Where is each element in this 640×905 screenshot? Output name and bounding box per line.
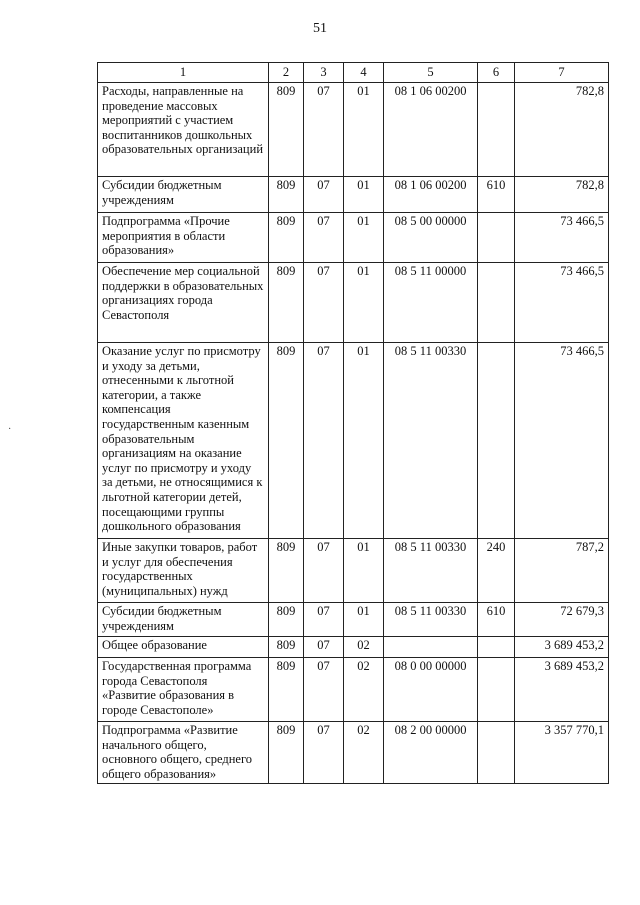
row-amount: 73 466,5	[515, 263, 609, 343]
row-name: Обеспечение мер социальной поддержки в образовательных организациях города Севастополя	[98, 263, 269, 343]
row-subsection: 01	[344, 177, 384, 213]
page-number: 51	[313, 21, 327, 36]
row-section: 07	[304, 658, 344, 722]
table-row	[98, 722, 609, 784]
row-target: 08 1 06 00200	[384, 83, 478, 177]
row-ministry: 809	[269, 177, 304, 213]
row-subsection: 01	[344, 263, 384, 343]
row-subsection: 02	[344, 722, 384, 784]
row-name: Субсидии бюджетным учреждениям	[98, 177, 269, 213]
header-col-4: 4	[344, 63, 384, 83]
row-ministry: 809	[269, 83, 304, 177]
table-row	[98, 83, 609, 177]
table-row	[98, 603, 609, 637]
row-amount: 782,8	[515, 83, 609, 177]
header-col-7: 7	[515, 63, 609, 83]
header-col-1: 1	[98, 63, 269, 83]
row-target: 08 1 06 00200	[384, 177, 478, 213]
row-target: 08 0 00 00000	[384, 658, 478, 722]
table-row	[98, 263, 609, 343]
row-amount: 3 357 770,1	[515, 722, 609, 784]
row-ministry: 809	[269, 658, 304, 722]
row-target: 08 5 11 00330	[384, 603, 478, 637]
row-section: 07	[304, 722, 344, 784]
row-expense-type	[478, 263, 515, 343]
row-ministry: 809	[269, 637, 304, 658]
row-expense-type: 240	[478, 539, 515, 603]
row-section: 07	[304, 343, 344, 539]
row-target: 08 5 11 00000	[384, 263, 478, 343]
row-subsection: 02	[344, 637, 384, 658]
row-name: Субсидии бюджетным учреждениям	[98, 603, 269, 637]
row-expense-type	[478, 637, 515, 658]
row-name: Подпрограмма «Развитие начального общего, основного общего, среднего общего образования»	[98, 722, 269, 784]
row-subsection: 01	[344, 343, 384, 539]
table-row	[98, 539, 609, 603]
row-expense-type: 610	[478, 177, 515, 213]
row-amount: 73 466,5	[515, 213, 609, 263]
row-subsection: 01	[344, 83, 384, 177]
row-ministry: 809	[269, 343, 304, 539]
row-name: Иные закупки товаров, работ и услуг для обеспечения государственных (муниципальных) нужд	[98, 539, 269, 603]
budget-table	[97, 62, 609, 784]
row-name: Подпрограмма «Прочие мероприятия в области образования»	[98, 213, 269, 263]
row-target: 08 2 00 00000	[384, 722, 478, 784]
row-subsection: 01	[344, 539, 384, 603]
row-section: 07	[304, 263, 344, 343]
row-name: Общее образование	[98, 637, 269, 658]
row-section: 07	[304, 539, 344, 603]
row-section: 07	[304, 177, 344, 213]
row-amount: 782,8	[515, 177, 609, 213]
row-target	[384, 637, 478, 658]
header-col-6: 6	[478, 63, 515, 83]
header-col-5: 5	[384, 63, 478, 83]
table-row	[98, 213, 609, 263]
row-target: 08 5 11 00330	[384, 343, 478, 539]
row-name: Расходы, направленные на проведение массовых мероприятий с участием воспитанников дошкольных образовательных организаций	[98, 83, 269, 177]
row-ministry: 809	[269, 603, 304, 637]
row-ministry: 809	[269, 722, 304, 784]
row-expense-type	[478, 83, 515, 177]
row-section: 07	[304, 603, 344, 637]
row-amount: 72 679,3	[515, 603, 609, 637]
row-name: Оказание услуг по присмотру и уходу за детьми, отнесенными к льготной категории, а также компенсация государственным казенным образовательным организациям на оказание услуг по присмотру и уходу за детьми, не относящимися к льготной категории детей, посещающими группы дошкольного образования	[98, 343, 269, 539]
table-row	[98, 658, 609, 722]
row-expense-type	[478, 722, 515, 784]
row-expense-type	[478, 213, 515, 263]
row-ministry: 809	[269, 539, 304, 603]
row-expense-type	[478, 658, 515, 722]
table-row	[98, 637, 609, 658]
row-expense-type: 610	[478, 603, 515, 637]
row-subsection: 01	[344, 213, 384, 263]
scan-speck: ·	[8, 424, 12, 435]
row-section: 07	[304, 637, 344, 658]
header-row	[98, 63, 609, 83]
header-col-3: 3	[304, 63, 344, 83]
row-section: 07	[304, 213, 344, 263]
row-ministry: 809	[269, 263, 304, 343]
row-target: 08 5 11 00330	[384, 539, 478, 603]
row-target: 08 5 00 00000	[384, 213, 478, 263]
row-amount: 73 466,5	[515, 343, 609, 539]
table-row	[98, 177, 609, 213]
table-row	[98, 343, 609, 539]
header-col-2: 2	[269, 63, 304, 83]
row-subsection: 01	[344, 603, 384, 637]
row-expense-type	[478, 343, 515, 539]
row-amount: 3 689 453,2	[515, 658, 609, 722]
row-amount: 787,2	[515, 539, 609, 603]
row-ministry: 809	[269, 213, 304, 263]
row-name: Государственная программа города Севастополя «Развитие образования в городе Севастополе»	[98, 658, 269, 722]
row-section: 07	[304, 83, 344, 177]
row-amount: 3 689 453,2	[515, 637, 609, 658]
row-subsection: 02	[344, 658, 384, 722]
